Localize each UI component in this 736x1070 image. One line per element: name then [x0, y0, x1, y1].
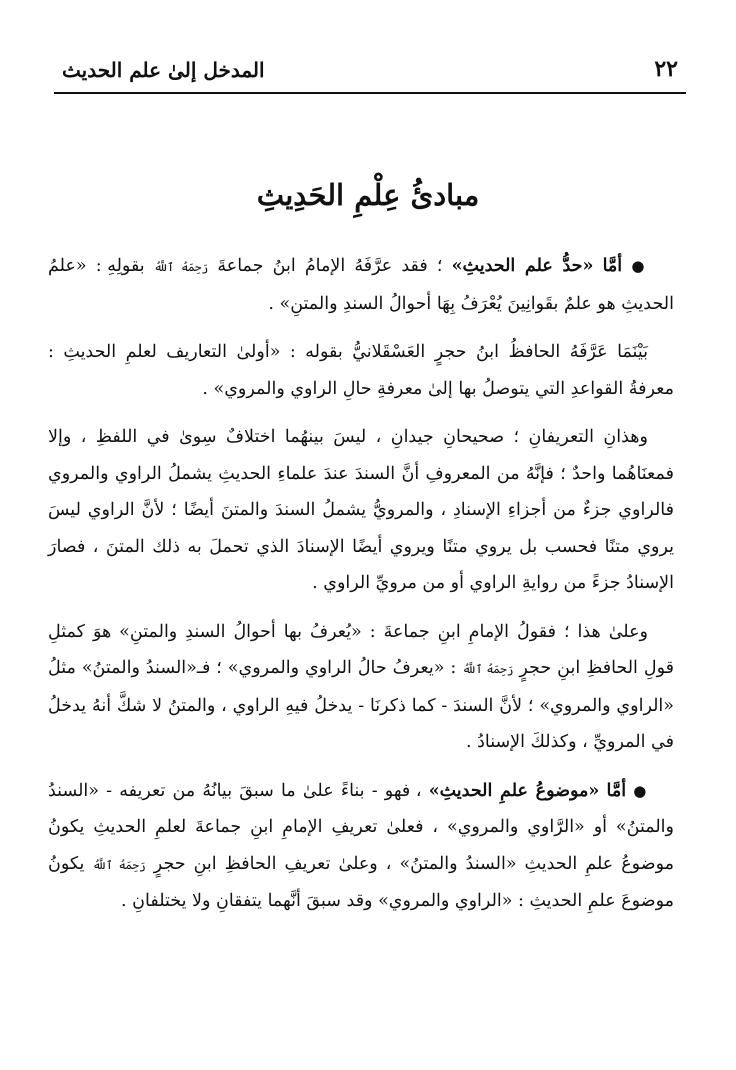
paragraph-definition — [48, 248, 674, 322]
paragraph-text: ؛ فقد عرَّفَهُ الإمامُ ابنُ جماعةَ — [217, 256, 443, 276]
paragraph-text: : «يعرفُ حالُ الراوي والمروي» ؛ فـ«السندُ والمتنُ» مثلُ «الراوي والمروي» ؛ لأنَّ السندَ - كما ذكرنَا - يدخلُ فيهِ الراوي ، والمتنُ لا شكَّ أنهُ يدخلُ في المرويِّ ، وكذلكَ الإسنادُ . — [48, 658, 674, 752]
defined-term: «حدُّ علم الحديثِ» — [451, 256, 594, 276]
bullet-icon: ● — [631, 257, 648, 275]
body-text — [48, 248, 674, 932]
lead-word: أمَّا — [602, 256, 623, 276]
honorific-glyph: رَحِمَهُ ٱللَّهُ — [462, 662, 514, 676]
honorific-glyph: رَحِمَهُ ٱللَّهُ — [92, 857, 146, 872]
paragraph-text: يكونُ موضوعَ علمِ الحديثِ : «الراوي والمروي» وقد سبقَ أنَّهما يتفقانِ ولا يختلفانِ . — [48, 853, 674, 911]
bullet-icon: ● — [633, 781, 648, 800]
running-header — [54, 58, 686, 94]
lead-word: أمَّا — [606, 780, 627, 801]
paragraph-subject — [48, 773, 674, 920]
paragraph-conclusion — [48, 614, 674, 761]
paragraph-text: بَيْنَمَا عَرَّفَهُ الحافظُ ابنُ حجرٍ العَسْقَلانيُّ بقوله : «أولىٰ التعاريف لعلمِ الحديثِ : معرفةُ القواعدِ التي يتوصلُ بها إلىٰ معرفةِ حالِ الراوي والمروي» . — [48, 342, 674, 399]
paragraph-text: ، فهو - بناءً علىٰ ما سبقَ بيانُهُ من تعريفه - «السندُ والمتنُ» أو «الرَّاوي والمروي» ، فعلىٰ تعريفِ الإمامِ ابنِ جماعةَ لعلمِ الحديثِ يكونُ موضوعُ علمِ الحديثِ «السندُ والمتنُ» ، وعلىٰ تعريفِ الحافظِ ابنِ حجرٍ — [48, 780, 674, 874]
defined-term: «موضوعُ علمِ الحديثِ» — [428, 780, 600, 801]
paragraph-ibn-hajar — [48, 334, 674, 407]
page-number: ٢٢ — [654, 56, 678, 82]
honorific-glyph: رَحِمَهُ ٱللَّهُ — [153, 260, 209, 274]
paragraph-text: بقولِهِ : «علمُ الحديثِ هو علمٌ بقَوانِينَ يُعْرَفُ بِهَا أحوالُ السندِ والمتنِ» . — [48, 256, 674, 314]
running-title: المدخل إلىٰ علم الحديث — [62, 58, 265, 82]
paragraph-text: وعلىٰ هذا ؛ فقولُ الإمامِ ابنِ جماعةَ : «يُعرفُ بها أحوالُ السندِ والمتنِ» هوَ كمثلِ قولِ الحافظِ ابنِ حجرٍ — [48, 621, 674, 678]
header-rule — [54, 92, 686, 94]
paragraph-text: وهذانِ التعريفانِ ؛ صحيحانِ جيدانِ ، ليسَ بينهُما اختلافٌ سِوىٰ في اللفظِ ، وإلا فمعنَاهُما واحدٌ ؛ فإنَّهُ من المعروفِ أنَّ السندَ عندَ علماءِ الحديثِ يشملُ الراوي والمروي فالراوي جزءٌ من أجزاءِ الإسنادِ ، والمرويُّ يشملُ السندَ والمتنَ أيضًا ؛ لأنَّ الراوي ليسَ يروي متنًا فحسب بل يروي متنًا ويروي أيضًا الإسنادَ الذي تحملَ به ذلك المتنَ ، فصارَ الإسنادُ جزءً من روايةِ الراوي أو من مرويِّ الراوي . — [48, 427, 674, 593]
section-heading: مبادئُ عِلْمِ الحَدِيثِ — [256, 178, 480, 212]
paragraph-comparison — [48, 419, 674, 602]
